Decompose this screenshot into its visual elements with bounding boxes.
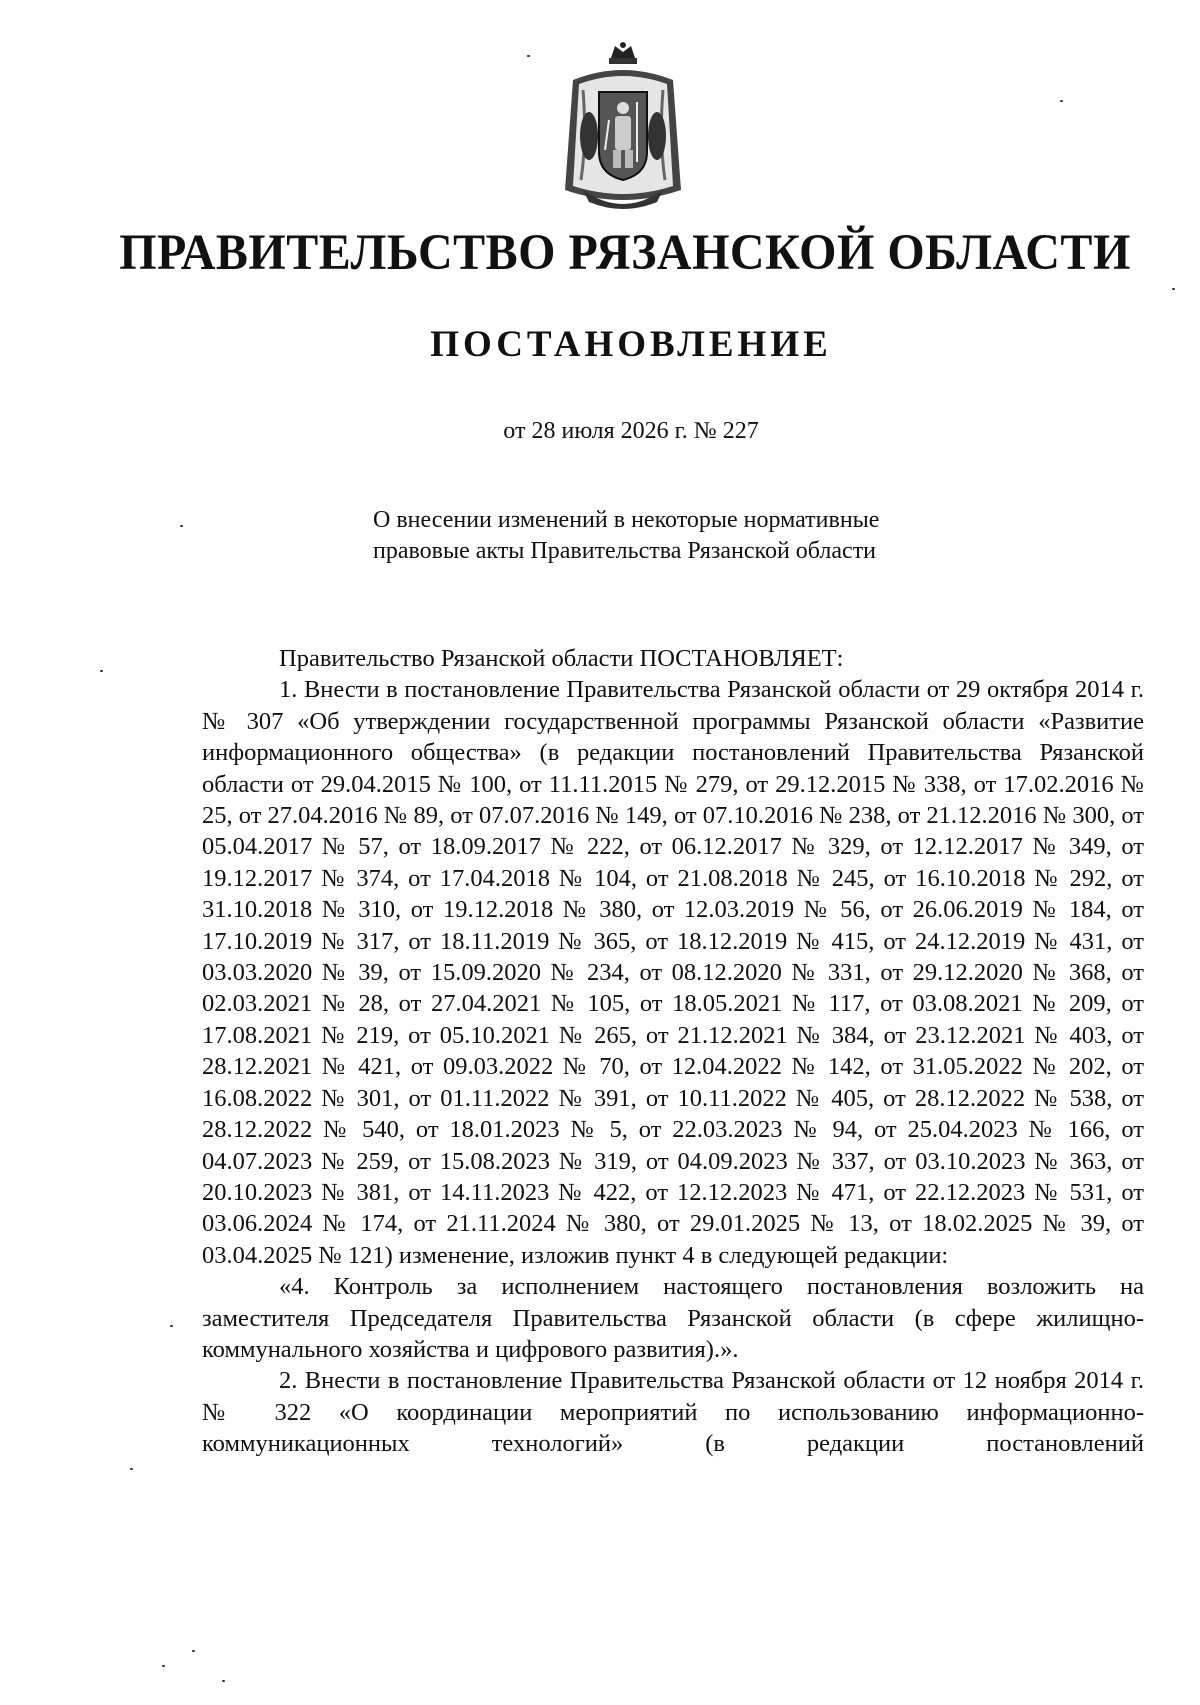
document-body — [202, 643, 1144, 1460]
scan-speck — [100, 670, 103, 672]
paragraph-item-1: 1. Внести в постановление Правительства Рязанской области от 29 октября 2014 г. № 307 «Об утверждении государственной программы Рязанской области «Развитие информационного общества» (в редакции постановлений Правительства Рязанской области от 29.04.2015 № 100, от 11.11.2015 № 279, от 29.12.2015 № 338, от 17.02.2016 № 25, от 27.04.2016 № 89, от 07.07.2016 № 149, от 07.10.2016 № 238, от 21.12.2016 № 300, от 05.04.2017 № 57, от 18.09.2017 № 222, от 06.12.2017 № 329, от 12.12.2017 № 349, от 19.12.2017 № 374, от 17.04.2018 № 104, от 21.08.2018 № 245, от 16.10.2018 № 292, от 31.10.2018 № 310, от 19.12.2018 № 380, от 12.03.2019 № 56, от 26.06.2019 № 184, от 17.10.2019 № 317, от 18.11.2019 № 365, от 18.12.2019 № 415, от 24.12.2019 № 431, от 03.03.2020 № 39, от 15.09.2020 № 234, от 08.12.2020 № 331, от 29.12.2020 № 368, от 02.03.2021 № 28, от 27.04.2021 № 105, от 18.05.2021 № 117, от 03.08.2021 № 209, от 17.08.2021 № 219, от 05.10.2021 № 265, от 21.12.2021 № 384, от 23.12.2021 № 403, от 28.12.2021 № 421, от 09.03.2022 № 70, от 12.04.2022 № 142, от 31.05.2022 № 202, от 16.08.2022 № 301, от 01.11.2022 № 391, от 10.11.2022 № 405, от 28.12.2022 № 538, от 28.12.2022 № 540, от 18.01.2023 № 5, от 22.03.2023 № 94, от 25.04.2023 № 166, от 04.07.2023 № 259, от 15.08.2023 № 319, от 04.09.2023 № 337, от 03.10.2023 № 363, от 20.10.2023 № 381, от 14.11.2023 № 422, от 12.12.2023 № 471, от 22.12.2023 № 531, от 03.06.2024 № 174, от 21.11.2024 № 380, от 29.01.2025 № 13, от 18.02.2025 № 39, от 03.04.2025 № 121) изменение, изложив пункт 4 в следующей редакции: — [202, 676, 1144, 1269]
document-date-number: от 28 июля 2026 г. № 227 — [503, 418, 759, 444]
scan-speck — [180, 525, 183, 527]
paragraph-item-1-quote: «4. Контроль за исполнением настоящего постановления возложить на заместителя Председателя Правительства Рязанской области (в сфере жилищно-коммунального хозяйства и цифрового развития).». — [202, 1273, 1144, 1363]
paragraph-item-2: 2. Внести в постановление Правительства Рязанской области от 12 ноября 2014 г. № 322 «О координации мероприятий по использованию информационно-коммуникационных технологий» (в редакции постановлений — [202, 1367, 1144, 1458]
coat-of-arms-icon — [553, 40, 693, 220]
document-subject — [373, 505, 1013, 567]
scan-speck — [527, 55, 530, 57]
scan-speck — [130, 1468, 133, 1470]
scan-speck — [1060, 100, 1063, 102]
scan-speck — [162, 1665, 165, 1667]
scan-speck — [170, 1325, 173, 1327]
scan-speck — [192, 1650, 195, 1652]
document-type: ПОСТАНОВЛЕНИЕ — [430, 324, 832, 365]
government-title: ПРАВИТЕЛЬСТВО РЯЗАНСКОЙ ОБЛАСТИ — [119, 224, 1131, 281]
subject-line: О внесении изменений в некоторые нормативные — [373, 507, 880, 533]
scan-speck — [1172, 288, 1175, 290]
scan-speck — [222, 1680, 225, 1682]
preamble: Правительство Рязанской области ПОСТАНОВЛЯЕТ: — [279, 645, 844, 672]
subject-line: правовые акты Правительства Рязанской области — [373, 538, 877, 564]
